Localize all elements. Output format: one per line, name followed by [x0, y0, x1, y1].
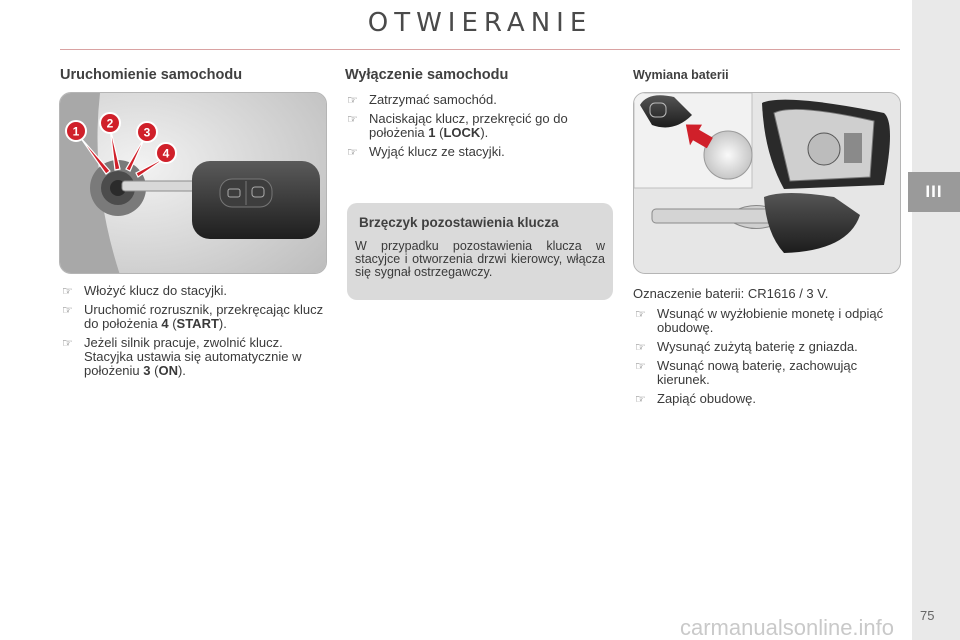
list-item: ☞ Zatrzymać samochód. [347, 92, 497, 107]
svg-text:3: 3 [143, 125, 151, 140]
pointing-hand-icon: ☞ [347, 145, 358, 159]
list-item: ☞ Wysunąć zużytą baterię z gniazda. [635, 339, 858, 354]
svg-text:4: 4 [162, 146, 170, 161]
chapter-strip [912, 0, 960, 640]
ignition-key-photo [59, 92, 327, 274]
stop-heading: Wyłączenie samochodu [345, 67, 509, 83]
callout-2 [100, 113, 120, 133]
callout-3 [137, 122, 157, 142]
battery-heading: Wymiana baterii [633, 68, 729, 82]
title-rule [60, 49, 900, 50]
start-heading: Uruchomienie samochodu [60, 67, 243, 83]
stop-steps [345, 93, 615, 164]
watermark: carmanualsonline.info [680, 615, 895, 640]
buzzer-text: W przypadku pozostawienia klucza w stacyjce i otworzenia drzwi kierowcy, włącza się sygnał ostrzegawczy. [355, 239, 605, 279]
start-steps [60, 284, 328, 383]
list-item: ☞ Wsunąć nową baterię, zachowując kierunek. [635, 358, 858, 387]
pointing-hand-icon: ☞ [635, 340, 646, 354]
battery-designation: Oznaczenie baterii: CR1616 / 3 V. [633, 286, 829, 301]
list-item: ☞ Uruchomić rozrusznik, przekręcając klucz do położenia 4 (START). [62, 302, 324, 331]
buzzer-title: Brzęczyk pozostawienia klucza [359, 215, 559, 230]
pointing-hand-icon: ☞ [347, 112, 358, 126]
pointing-hand-icon: ☞ [62, 303, 73, 317]
chapter-tab[interactable]: III [908, 172, 960, 212]
page-title: OTWIERANIE [367, 8, 593, 38]
buzzer-note [347, 203, 613, 300]
list-item: ☞ Włożyć klucz do stacyjki. [62, 283, 228, 298]
key-blade [652, 209, 772, 223]
list-item: ☞ Jeżeli silnik pracuje, zwolnić klucz. Stacyjka ustawia się automatycznie w położeniu 3 (ON). [62, 335, 302, 378]
list-item: ☞ Wsunąć w wyżłobienie monetę i odpiąć obudowę. [635, 306, 884, 335]
page-number: 75 [920, 608, 935, 623]
battery-replacement-photo [633, 92, 901, 274]
pointing-hand-icon: ☞ [62, 336, 73, 350]
callout-1 [66, 121, 86, 141]
pointing-hand-icon: ☞ [62, 284, 73, 298]
ignition-illustration [60, 93, 327, 274]
list-item: ☞ Zapiąć obudowę. [635, 391, 757, 406]
battery-steps [633, 307, 901, 411]
list-item: ☞ Naciskając klucz, przekręcić go do położenia 1 (LOCK). [347, 111, 568, 140]
key-blade [122, 181, 200, 191]
battery-illustration [634, 93, 901, 274]
pointing-hand-icon: ☞ [635, 359, 646, 373]
pointing-hand-icon: ☞ [635, 307, 646, 321]
svg-text:1: 1 [72, 124, 80, 139]
list-item: ☞ Wyjąć klucz ze stacyjki. [347, 144, 505, 159]
pointing-hand-icon: ☞ [347, 93, 358, 107]
svg-text:2: 2 [106, 116, 114, 131]
pointing-hand-icon: ☞ [635, 392, 646, 406]
callout-4 [156, 143, 176, 163]
